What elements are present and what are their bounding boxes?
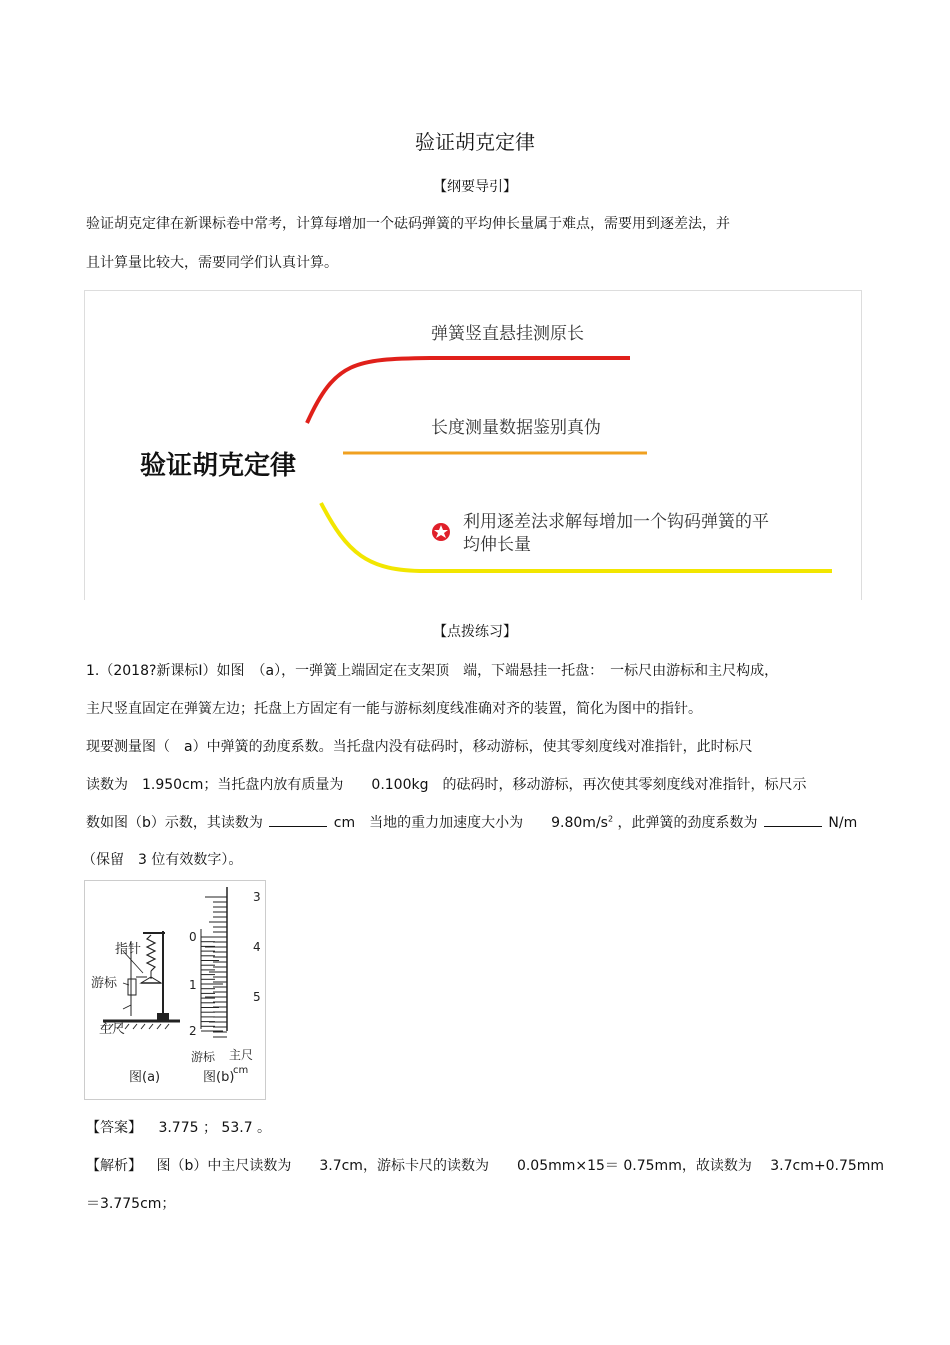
vernier-label-0: 0	[189, 930, 197, 944]
mindmap-branch-3-line-2: 均伸长量	[463, 535, 531, 555]
question-line-2: 主尺竖直固定在弹簧左边；托盘上方固定有一能与游标刻度线准确对齐的装置，简化为图中的指针。	[86, 701, 702, 717]
vernier-bottom-label: 游标	[191, 1050, 216, 1064]
mindmap-center: 验证胡克定律	[140, 451, 297, 481]
question-line-5-a: 数如图（b）示数，其读数为	[86, 815, 263, 831]
exponent: 2	[607, 814, 614, 824]
intro-line-1: 验证胡克定律在新课标卷中常考，计算每增加一个砝码弹簧的平均伸长量属于难点，需要用到逐差法，并	[86, 216, 730, 232]
mindmap-svg	[85, 291, 863, 601]
vernier-label-1: 1	[189, 978, 197, 992]
outline-heading: 【纲要导引】	[433, 179, 517, 195]
question-line-5	[86, 812, 857, 832]
answer-text: 3.775 ； 53.7 。	[158, 1120, 272, 1136]
main-ticks	[205, 897, 227, 1037]
question-line-6: （保留 3 位有效数字）。	[82, 852, 243, 868]
answer-blank-reading	[269, 814, 327, 827]
analysis-text-1: 图（b）中主尺读数为 3.7cm，游标卡尺的读数为 0.05mm×15＝ 0.75mm，故读数为 3.7cm+0.75mm	[156, 1158, 885, 1174]
answer-line	[86, 1117, 271, 1137]
answer-label: 【答案】	[86, 1120, 142, 1136]
analysis-label: 【解析】	[86, 1158, 142, 1174]
intro-line-2: 且计算量比较大，需要同学们认真计算。	[86, 255, 338, 271]
question-line-5-d: N/m	[828, 815, 858, 831]
label-vernier: 游标	[91, 976, 118, 991]
question-line-1: 1.（2018?新课标Ⅰ）如图 （a），一弹簧上端固定在支架顶 端，下端悬挂一托盘： 一标尺由游标和主尺构成，	[86, 663, 779, 679]
answer-blank-stiffness	[764, 814, 822, 827]
caption-b: 图(b)	[203, 1070, 235, 1085]
practice-heading: 【点拨练习】	[433, 624, 517, 640]
question-line-5-c: ，此弹簧的劲度系数为	[617, 815, 758, 831]
question-line-5-b: cm 当地的重力加速度大小为 9.80m/s	[333, 815, 608, 831]
analysis-line-2: ＝3.775cm；	[86, 1196, 176, 1212]
apparatus-svg	[85, 881, 265, 1099]
mindmap-branch-1: 弹簧竖直悬挂测原长	[431, 324, 584, 344]
analysis-line-1	[86, 1155, 884, 1175]
main-label-3: 3	[253, 890, 261, 904]
question-line-3: 现要测量图（ a）中弹簧的劲度系数。当托盘内没有砝码时，移动游标，使其零刻度线对准指针，此时标尺	[86, 739, 753, 755]
mindmap-figure	[84, 290, 862, 600]
question-line-4: 读数为 1.950cm；当托盘内放有质量为 0.100kg 的砝码时，移动游标，再次使其零刻度线对准指针，标尺示	[86, 777, 807, 793]
label-main-ruler: 主尺	[99, 1022, 126, 1037]
vernier-label-2: 2	[189, 1024, 197, 1038]
page-title: 验证胡克定律	[415, 130, 535, 154]
main-label-5: 5	[253, 990, 261, 1004]
label-pointer: 指针	[115, 942, 142, 957]
mindmap-branch-3-line-1: 利用逐差法求解每增加一个钩码弹簧的平	[463, 512, 769, 532]
apparatus-figure	[84, 880, 266, 1100]
main-label-4: 4	[253, 940, 261, 954]
unit-label: cm	[233, 1065, 249, 1076]
mindmap-branch-2: 长度测量数据鉴别真伪	[431, 418, 601, 438]
main-bottom-label: 主尺	[229, 1048, 254, 1062]
caption-a: 图(a)	[129, 1070, 161, 1085]
star-icon	[432, 523, 450, 541]
branch1-curve	[307, 358, 630, 423]
